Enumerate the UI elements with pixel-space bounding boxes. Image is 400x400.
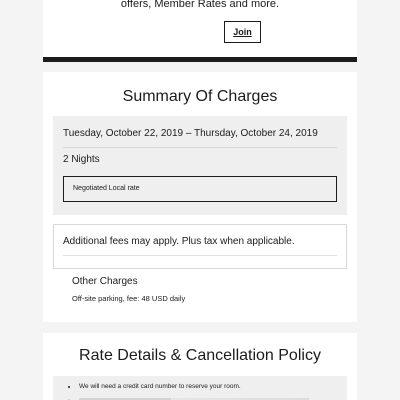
fees-divider — [63, 255, 337, 256]
summary-title: Summary Of Charges — [122, 88, 278, 105]
other-charges-title: Other Charges — [72, 276, 138, 287]
rate-name-box[interactable]: Negotiated Local rate — [63, 176, 337, 202]
other-charge-item: Off-site parking, fee: 48 USD daily — [72, 294, 186, 303]
rate-details-card — [43, 333, 357, 400]
summary-of-charges-card — [43, 72, 357, 322]
policy-item: We will need a credit card number to reserve your room. — [79, 383, 241, 390]
fees-notice-text: Additional fees may apply. Plus tax when applicable. — [63, 236, 295, 247]
rate-details-title: Rate Details & Cancellation Policy — [79, 347, 321, 364]
section-divider-bar — [43, 57, 357, 62]
membership-card — [43, 0, 357, 58]
stay-details-panel — [53, 116, 347, 215]
stay-dates: Tuesday, October 22, 2019 – Thursday, October 24, 2019 — [63, 128, 318, 139]
bullet-icon — [68, 386, 70, 388]
join-button[interactable]: Join — [224, 21, 261, 43]
fees-notice-box — [53, 224, 347, 269]
membership-benefits-text: offers, Member Rates and more. — [120, 0, 280, 10]
policy-panel — [53, 376, 347, 400]
stay-nights: 2 Nights — [63, 154, 100, 165]
stay-divider — [63, 147, 337, 148]
